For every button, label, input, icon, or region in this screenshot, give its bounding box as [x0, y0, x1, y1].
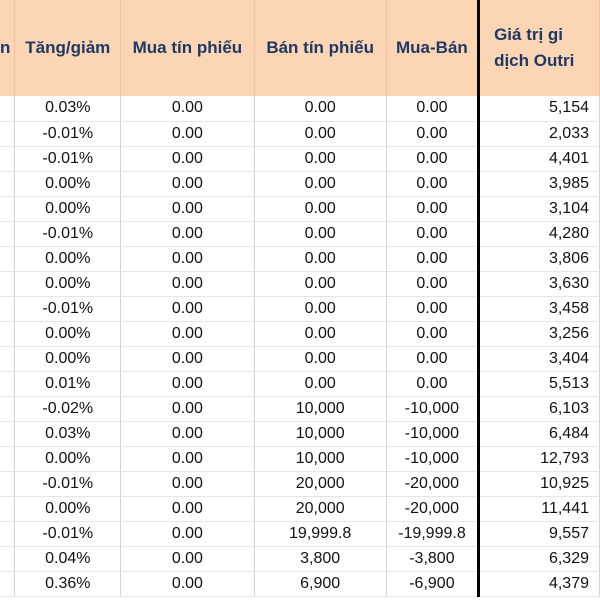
table-row [0, 471, 600, 496]
cell-net[interactable]: -6,900 [386, 571, 478, 596]
cell-left-partial[interactable] [0, 421, 15, 446]
cell-change[interactable]: -0.01% [15, 121, 121, 146]
cell-sell-bills[interactable]: 3,800 [254, 546, 386, 571]
table-row [0, 571, 600, 596]
cell-net[interactable]: 0.00 [386, 346, 478, 371]
cell-buy-bills[interactable]: 0.00 [121, 121, 254, 146]
table-row [0, 121, 600, 146]
cell-buy-bills[interactable]: 0.00 [121, 246, 254, 271]
cell-net[interactable]: 0.00 [386, 96, 478, 121]
cell-outright[interactable]: 6,329 [479, 546, 600, 571]
cell-net[interactable]: 0.00 [386, 321, 478, 346]
cell-outright[interactable]: 3,630 [479, 271, 600, 296]
cell-net[interactable]: -3,800 [386, 546, 478, 571]
table-row [0, 146, 600, 171]
cell-outright[interactable]: 3,806 [479, 246, 600, 271]
cell-change[interactable]: -0.02% [15, 396, 121, 421]
cell-sell-bills[interactable]: 0.00 [254, 296, 386, 321]
cell-buy-bills[interactable]: 0.00 [121, 321, 254, 346]
table-row [0, 346, 600, 371]
cell-left-partial[interactable] [0, 346, 15, 371]
cell-change[interactable]: -0.01% [15, 521, 121, 546]
cell-sell-bills[interactable]: 0.00 [254, 221, 386, 246]
cell-net[interactable]: -10,000 [386, 421, 478, 446]
header-outright-line2: dịch Outri [494, 51, 575, 70]
cell-sell-bills[interactable]: 19,999.8 [254, 521, 386, 546]
table-row [0, 96, 600, 121]
cell-net[interactable]: -20,000 [386, 471, 478, 496]
cell-left-partial[interactable] [0, 471, 15, 496]
cell-net[interactable]: 0.00 [386, 371, 478, 396]
cell-left-partial[interactable] [0, 121, 15, 146]
cell-change[interactable]: 0.00% [15, 496, 121, 521]
cell-change[interactable]: 0.04% [15, 546, 121, 571]
cell-left-partial[interactable] [0, 571, 15, 596]
cell-change[interactable]: 0.01% [15, 371, 121, 396]
cell-outright[interactable]: 3,404 [479, 346, 600, 371]
cell-sell-bills[interactable]: 20,000 [254, 471, 386, 496]
table-row [0, 246, 600, 271]
cell-net[interactable]: 0.00 [386, 221, 478, 246]
cell-sell-bills[interactable]: 20,000 [254, 496, 386, 521]
table-row [0, 421, 600, 446]
cell-change[interactable]: -0.01% [15, 471, 121, 496]
cell-buy-bills[interactable]: 0.00 [121, 171, 254, 196]
cell-outright[interactable]: 10,925 [479, 471, 600, 496]
header-net[interactable]: Mua-Bán [386, 0, 478, 96]
cell-buy-bills[interactable]: 0.00 [121, 446, 254, 471]
cell-net[interactable]: 0.00 [386, 196, 478, 221]
cell-buy-bills[interactable]: 0.00 [121, 571, 254, 596]
cell-left-partial[interactable] [0, 396, 15, 421]
cell-change[interactable]: 0.00% [15, 171, 121, 196]
cell-outright[interactable]: 3,985 [479, 171, 600, 196]
cell-sell-bills[interactable]: 0.00 [254, 171, 386, 196]
table-row [0, 521, 600, 546]
table-row [0, 321, 600, 346]
cell-sell-bills[interactable]: 0.00 [254, 246, 386, 271]
cell-net[interactable]: -10,000 [386, 446, 478, 471]
cell-sell-bills[interactable]: 0.00 [254, 96, 386, 121]
cell-sell-bills[interactable]: 0.00 [254, 196, 386, 221]
cell-net[interactable]: 0.00 [386, 271, 478, 296]
cell-buy-bills[interactable]: 0.00 [121, 546, 254, 571]
cell-left-partial[interactable] [0, 496, 15, 521]
cell-outright[interactable]: 5,154 [479, 96, 600, 121]
cell-change[interactable]: 0.00% [15, 321, 121, 346]
cell-change[interactable]: 0.00% [15, 196, 121, 221]
cell-sell-bills[interactable]: 0.00 [254, 271, 386, 296]
cell-buy-bills[interactable]: 0.00 [121, 196, 254, 221]
cell-sell-bills[interactable]: 0.00 [254, 321, 386, 346]
cell-change[interactable]: -0.01% [15, 296, 121, 321]
table-row [0, 446, 600, 471]
cell-left-partial[interactable] [0, 221, 15, 246]
table-row [0, 171, 600, 196]
cell-buy-bills[interactable]: 0.00 [121, 296, 254, 321]
cell-change[interactable]: 0.36% [15, 571, 121, 596]
cell-buy-bills[interactable]: 0.00 [121, 471, 254, 496]
cell-net[interactable]: -19,999.8 [386, 521, 478, 546]
cell-outright[interactable]: 6,484 [479, 421, 600, 446]
cell-change[interactable]: -0.01% [15, 221, 121, 246]
cell-net[interactable]: 0.00 [386, 121, 478, 146]
cell-sell-bills[interactable]: 0.00 [254, 146, 386, 171]
cell-outright[interactable]: 12,793 [479, 446, 600, 471]
cell-buy-bills[interactable]: 0.00 [121, 496, 254, 521]
cell-sell-bills[interactable]: 0.00 [254, 121, 386, 146]
header-change[interactable]: Tăng/giảm [15, 0, 121, 96]
table-row [0, 546, 600, 571]
cell-net[interactable]: 0.00 [386, 296, 478, 321]
cell-left-partial[interactable] [0, 521, 15, 546]
cell-outright[interactable]: 4,401 [479, 146, 600, 171]
cell-change[interactable]: 0.00% [15, 246, 121, 271]
cell-sell-bills[interactable]: 10,000 [254, 396, 386, 421]
cell-outright[interactable]: 6,103 [479, 396, 600, 421]
table-row [0, 371, 600, 396]
table-row [0, 221, 600, 246]
table-row [0, 496, 600, 521]
cell-buy-bills[interactable]: 0.00 [121, 271, 254, 296]
cell-net[interactable]: 0.00 [386, 171, 478, 196]
cell-outright[interactable]: 4,379 [479, 571, 600, 596]
table-row [0, 296, 600, 321]
cell-change[interactable]: -0.01% [15, 146, 121, 171]
cell-left-partial[interactable] [0, 96, 15, 121]
table-row [0, 271, 600, 296]
cell-left-partial[interactable] [0, 271, 15, 296]
header-outright[interactable] [479, 0, 600, 96]
cell-left-partial[interactable] [0, 296, 15, 321]
cell-outright[interactable]: 2,033 [479, 121, 600, 146]
cell-sell-bills[interactable]: 10,000 [254, 446, 386, 471]
table-body [0, 96, 600, 596]
cell-sell-bills[interactable]: 6,900 [254, 571, 386, 596]
cell-buy-bills[interactable]: 0.00 [121, 371, 254, 396]
cell-net[interactable]: -20,000 [386, 496, 478, 521]
cell-left-partial[interactable] [0, 546, 15, 571]
cell-net[interactable]: -10,000 [386, 396, 478, 421]
header-outright-line1: Giá trị gi [494, 25, 564, 44]
cell-outright[interactable]: 3,256 [479, 321, 600, 346]
cell-buy-bills[interactable]: 0.00 [121, 221, 254, 246]
cell-change[interactable]: 0.00% [15, 271, 121, 296]
cell-outright[interactable]: 11,441 [479, 496, 600, 521]
cell-change[interactable]: 0.00% [15, 346, 121, 371]
cell-change[interactable]: 0.00% [15, 446, 121, 471]
cell-sell-bills[interactable]: 10,000 [254, 421, 386, 446]
cell-net[interactable]: 0.00 [386, 146, 478, 171]
cell-outright[interactable]: 3,104 [479, 196, 600, 221]
cell-sell-bills[interactable]: 0.00 [254, 346, 386, 371]
cell-left-partial[interactable] [0, 146, 15, 171]
cell-outright[interactable]: 5,513 [479, 371, 600, 396]
cell-outright[interactable]: 9,557 [479, 521, 600, 546]
header-buy-bills[interactable]: Mua tín phiếu [121, 0, 254, 96]
cell-buy-bills[interactable]: 0.00 [121, 421, 254, 446]
cell-buy-bills[interactable]: 0.00 [121, 346, 254, 371]
cell-change[interactable]: 0.03% [15, 421, 121, 446]
cell-left-partial[interactable] [0, 321, 15, 346]
cell-buy-bills[interactable]: 0.00 [121, 96, 254, 121]
cell-buy-bills[interactable]: 0.00 [121, 521, 254, 546]
cell-buy-bills[interactable]: 0.00 [121, 146, 254, 171]
cell-left-partial[interactable] [0, 246, 15, 271]
cell-buy-bills[interactable]: 0.00 [121, 396, 254, 421]
table-row [0, 196, 600, 221]
cell-left-partial[interactable] [0, 371, 15, 396]
cell-net[interactable]: 0.00 [386, 246, 478, 271]
cell-outright[interactable]: 3,458 [479, 296, 600, 321]
cell-left-partial[interactable] [0, 171, 15, 196]
header-sell-bills[interactable]: Bán tín phiếu [254, 0, 386, 96]
cell-sell-bills[interactable]: 0.00 [254, 371, 386, 396]
header-partial-left[interactable]: n [0, 0, 15, 96]
cell-left-partial[interactable] [0, 196, 15, 221]
cell-left-partial[interactable] [0, 446, 15, 471]
cell-outright[interactable]: 4,280 [479, 221, 600, 246]
table-row [0, 396, 600, 421]
cell-change[interactable]: 0.03% [15, 96, 121, 121]
header-row [0, 0, 600, 96]
